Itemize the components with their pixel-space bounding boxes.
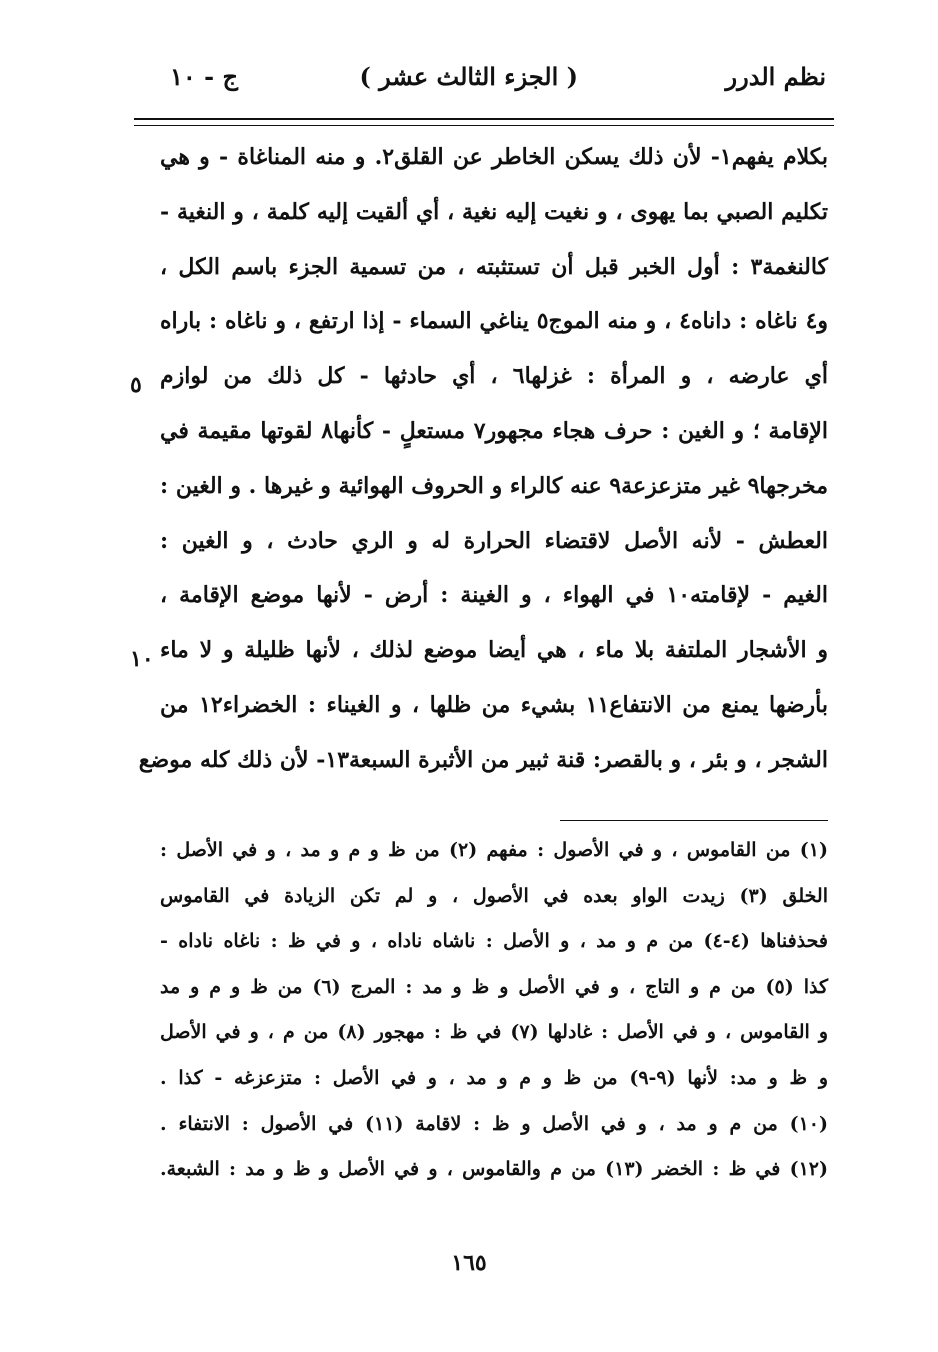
- footnote-line: كذا (٥) من م و التاج ، و في الأصل و ظ و مد : المرج (٦) من ظ و م و مد: [160, 975, 829, 998]
- footnote-line: الخلق (٣) زيدت الواو بعده في الأصول ، و لم تكن الزيادة في القاموس: [160, 884, 828, 907]
- page-number: ١٦٥: [451, 1250, 487, 1276]
- text-line: أي عارضه ، و المرأة : غزلها٦ ، أي حادثها - كل ذلك من لوازم: [160, 363, 828, 390]
- book-title: نظم الدرر: [725, 62, 826, 91]
- part-title: ( الجزء الثالث عشر ): [359, 62, 578, 91]
- line-number-5: ٥: [130, 372, 142, 398]
- text-line: تكليم الصبي بما يهوى ، و نغيت إليه نغية ، أي ألقيت إليه كلمة ، و النغية -: [160, 198, 828, 225]
- volume-label: ج - ١٠: [170, 62, 238, 91]
- text-line: و الأشجار الملتفة بلا ماء ، هي أيضا موضع لذلك ، لأنها ظليلة و لا ماء: [160, 637, 828, 664]
- text-line: و٤ ناغاه : داناه٤ ، و منه الموج٥ يناغي السماء - إذا ارتفع ، و ناغاه : باراه: [160, 308, 829, 335]
- footnote-line: (١٢) في ظ : الخضر (١٣) من م والقاموس ، و في الأصل و ظ و مد : الشبعة.: [160, 1158, 828, 1181]
- main-text: [138, 130, 829, 788]
- text-line: الإقامة ؛ و الغين : حرف هجاء مجهور٧ مستعلٍ - كأنها٨ لقوتها مقيمة في: [160, 417, 829, 444]
- footnote-rule: [560, 820, 828, 821]
- text-line: مخرجها٩ غير متزعزعة٩ عنه كالراء و الحروف الهوائية و غيرها . و الغين :: [160, 472, 828, 499]
- footnotes: [160, 828, 828, 1193]
- footnote-line: فحذفناها (٤-٤) من م و مد ، و الأصل : ناشاه ناداه ، و في ظ : ناغاه ناداه -: [160, 930, 828, 953]
- text-line: الغيم - لإقامته١٠ في الهواء ، و الغينة : أرض - لأنها موضع الإقامة ،: [160, 582, 828, 609]
- footnote-line: (١) من القاموس ، و في الأصول : مفهم (٢) من ظ و م و مد ، و في الأصل :: [160, 839, 828, 861]
- text-line: بأرضها يمنع من الانتفاع١١ بشيء من ظلها ، و الغيناء : الخضراء١٢ من: [160, 691, 828, 718]
- text-line: بكلام يفهم١- لأن ذلك يسكن الخاطر عن القلق٢. و منه المناغاة - و هي: [160, 144, 829, 170]
- page-header: [150, 62, 826, 102]
- text-line: كالنغمة٣ : أول الخبر قبل أن تستثبته ، من تسمية الجزء باسم الكل ،: [160, 253, 828, 280]
- text-line: الشجر ، و بئر ، و بالقصر: قنة ثبير من الأثبرة السبعة١٣- لأن ذلك كله موضع: [138, 746, 828, 773]
- footnote-line: (١٠) من م و مد ، و في الأصل و ظ : لاقامة (١١) في الأصول : الانتفاء .: [160, 1112, 828, 1135]
- footnote-line: و ظ و مد: لأنها (٩-٩) من ظ و م و مد ، و في الأصل : متزعزغه - كذا .: [160, 1066, 828, 1089]
- footnote-line: و القاموس ، و في الأصل : غادلها (٧) في ظ : مهجور (٨) من م ، و في الأصل: [160, 1021, 828, 1044]
- line-number-10: ١٠: [130, 646, 154, 672]
- text-line: العطش - لأنه الأصل لاقتضاء الحرارة له و الري حادث ، و الغين :: [160, 527, 828, 554]
- header-rule: [134, 118, 834, 126]
